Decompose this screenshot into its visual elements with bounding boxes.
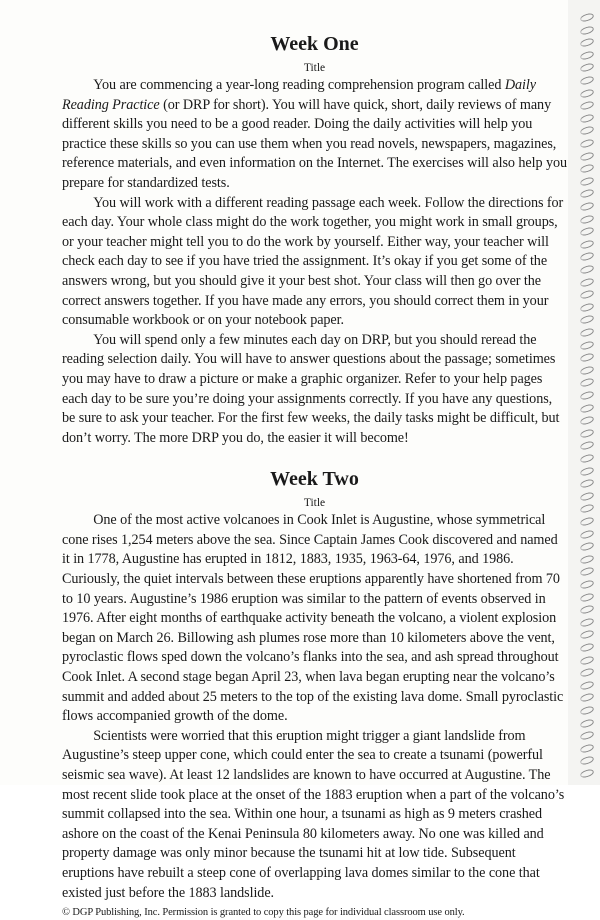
binding-coil <box>579 554 594 565</box>
binding-coil <box>579 239 594 250</box>
binding-coil <box>579 667 594 678</box>
paragraph-text: You are commencing a year-long reading comprehension program called <box>93 77 505 93</box>
binding-coil <box>579 113 594 124</box>
binding-coil <box>579 302 594 313</box>
page-content <box>62 30 567 920</box>
binding-coil <box>579 440 594 451</box>
binding-coil <box>579 125 594 136</box>
binding-coil <box>579 718 594 729</box>
binding-coil <box>579 264 594 275</box>
binding-coil <box>579 25 594 36</box>
binding-coil <box>579 680 594 691</box>
binding-coil <box>579 50 594 61</box>
week-two-heading: Week Two <box>270 468 359 491</box>
binding-coil <box>579 629 594 640</box>
binding-coil <box>579 12 594 23</box>
binding-coil <box>579 314 594 325</box>
binding-coil <box>579 579 594 590</box>
binding-coil <box>579 365 594 376</box>
binding-coil <box>579 88 594 99</box>
spiral-binding <box>568 0 600 785</box>
binding-coil <box>579 251 594 262</box>
week-two-paragraph-1: One of the most active volcanoes in Cook Inlet is Augustine, whose symmetrical cone rises 1,254 meters above the sea. Since Captain James Cook discovered and named it in 1778, Augustine has erupted in 1812, 1883, 1935, 1963-64, 1976, and 1986. Curiously, the quiet intervals between these eruptions apparently have shortened from 70 to 10 years. Augustine’s 1986 eruption was similar to the pattern of events observed in 1976. After eight months of earthquake activity beneath the volcano, a violent explosion began on March 26. Billowing ash plumes rose more than 10 kilometers above the vent, pyroclastic flows sped down the volcano’s flanks into the sea, and ash spread throughout Cook Inlet. A second stage began April 23, when lava began erupting near the volcano’s summit and added about 25 meters to the top of the existing lava dome. Small pyroclastic flows accompanied growth of the dome. <box>62 512 564 725</box>
binding-coil <box>579 592 594 603</box>
week-two-title-label: Title <box>303 497 326 510</box>
binding-coil <box>579 188 594 199</box>
binding-coil <box>579 37 594 48</box>
binding-coil <box>579 226 594 237</box>
binding-coil <box>579 503 594 514</box>
binding-coil <box>579 604 594 615</box>
binding-coil <box>579 75 594 86</box>
binding-coil <box>579 541 594 552</box>
program-name-italic: Daily Reading Practice <box>62 77 536 113</box>
binding-coil <box>579 100 594 111</box>
binding-coil <box>579 655 594 666</box>
week-one-paragraph-2: You will work with a different reading passage each week. Follow the directions for each day. Your whole class might do the work together, you might work in small groups, or your teacher might tell you to do the work by yourself. Either way, your teacher will check each day to see if you have tried the assignment. It’s okay if you get some of the answers wrong, but you should give it your best shot. Your class will then go over the correct answers together. If you have made any errors, you should correct them in your consumable workbook or on your notebook paper. <box>62 194 564 329</box>
paragraph-text: (or DRP for short). You will have quick, short, daily reviews of many different skills you need to be a good reader. Doing the daily activities will help you practice these skills so you can use them when you read novels, newspapers, magazines, reference materials, and even information on the Internet. The exercises will also help you prepare for standardized tests. <box>62 96 567 191</box>
binding-coil <box>579 403 594 414</box>
binding-coil <box>579 768 594 779</box>
binding-coil <box>579 377 594 388</box>
week-one-paragraph-3: You will spend only a few minutes each day on DRP, but you should reread the reading selection daily. You will have to answer questions about the passage; sometimes you may have to draw a picture or make a graphic organizer. Refer to your help pages each day to be sure you’re doing your assignments correctly. If you have any questions, be sure to ask your teacher. For the first few weeks, the daily tasks might be difficult, but don’t worry. The more DRP you do, the easier it will become! <box>62 331 560 446</box>
binding-coil <box>579 352 594 363</box>
binding-coil <box>579 163 594 174</box>
binding-coil <box>579 642 594 653</box>
binding-coil <box>579 466 594 477</box>
binding-coil <box>579 138 594 149</box>
binding-coil <box>579 755 594 766</box>
binding-coil <box>579 201 594 212</box>
week-one-heading: Week One <box>270 33 359 55</box>
binding-coil <box>579 176 594 187</box>
week-two-paragraph-2: Scientists were worried that this eruption might trigger a giant landslide from Augustine’s steep upper cone, which could enter the sea to create a tsunami (powerful seismic sea wave). At least 12 landslides are known to have occurred at Augustine. The most recent slide took place at the onset of the 1883 eruption when a part of the volcano’s summit collapsed into the sea. Within one hour, a tsunami as high as 9 meters crashed ashore on the coast of the Kenai Peninsula 80 kilometers away. No one was killed and property damage was only minor because the tsunami hit at low tide. Subsequent eruptions have rebuilt a steep cone of overlapping lava domes similar to the cone that existed just before the 1883 landslide. <box>62 727 565 901</box>
week-one-title-label: Title <box>303 62 326 74</box>
binding-coil <box>579 151 594 162</box>
binding-coil <box>579 529 594 540</box>
binding-coil <box>579 516 594 527</box>
binding-coil <box>579 730 594 741</box>
binding-coil <box>579 566 594 577</box>
binding-coil <box>579 289 594 300</box>
binding-coil <box>579 428 594 439</box>
binding-coil <box>579 327 594 338</box>
binding-coil <box>579 340 594 351</box>
binding-coil <box>579 705 594 716</box>
binding-coil <box>579 277 594 288</box>
binding-coil <box>579 743 594 754</box>
binding-coil <box>579 692 594 703</box>
binding-coil <box>579 478 594 489</box>
week-one-paragraph-1 <box>62 76 567 194</box>
binding-coil <box>579 617 594 628</box>
binding-coil <box>579 453 594 464</box>
binding-coil <box>579 62 594 73</box>
binding-coil <box>579 214 594 225</box>
binding-coil <box>579 415 594 426</box>
binding-coil <box>579 491 594 502</box>
copyright-footer: © DGP Publishing, Inc. Permission is granted to copy this page for individual classroom use only. <box>62 907 465 919</box>
binding-coil <box>579 390 594 401</box>
